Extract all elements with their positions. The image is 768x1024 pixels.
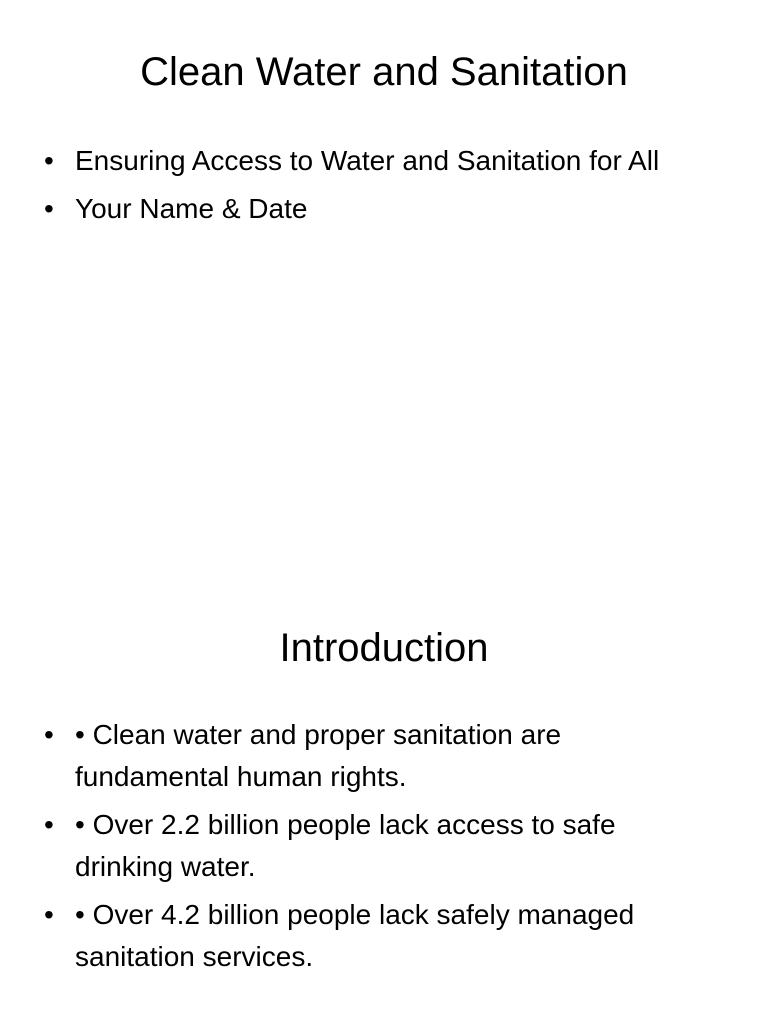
bullet-text: Your Name & Date [75,193,308,224]
slide-title: Clean Water and Sanitation [140,50,628,94]
list-item [0,140,768,182]
bullet-list [0,714,768,984]
list-item [0,894,768,978]
list-item [0,804,768,888]
bullet-text: • Over 4.2 billion people lack safely managed sanitation services. [75,899,635,972]
bullet-marker: • [44,899,54,930]
bullet-text: • Over 2.2 billion people lack access to safe drinking water. [75,809,616,882]
bullet-marker: • [44,719,54,750]
list-item [0,188,768,230]
bullet-text: • Clean water and proper sanitation are fundamental human rights. [75,719,562,792]
slide-title: Introduction [279,626,489,670]
bullet-list [0,140,768,236]
bullet-marker: • [44,193,54,224]
bullet-marker: • [44,145,54,176]
introduction-slide [0,576,768,1024]
list-item [0,714,768,798]
bullet-text: Ensuring Access to Water and Sanitation for All [75,145,660,176]
bullet-marker: • [44,809,54,840]
